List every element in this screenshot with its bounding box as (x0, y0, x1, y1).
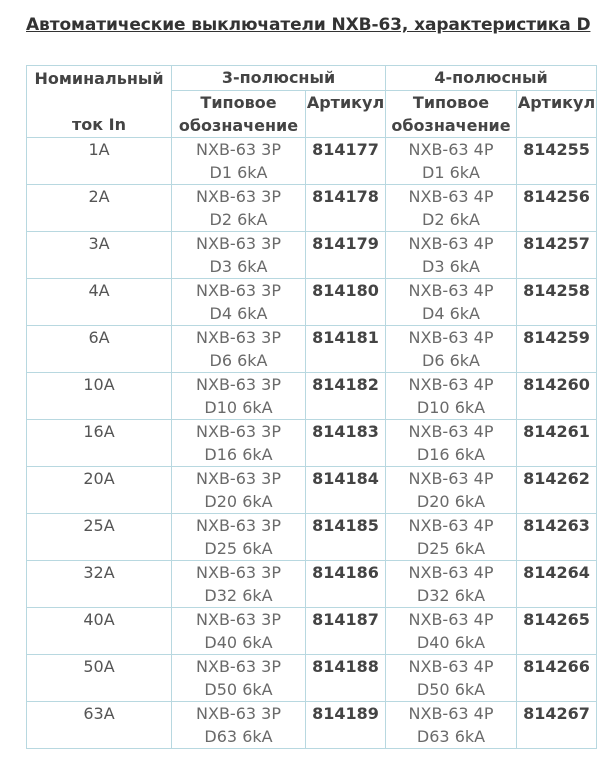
type-line2: D6 6kA (422, 351, 480, 370)
type-line1: NXB-63 3P (196, 375, 281, 394)
type-line2: D25 6kA (416, 539, 486, 558)
header-type-line1: Типовое (412, 93, 490, 112)
type-line1: NXB-63 3P (196, 281, 281, 300)
type-line2: D40 6kA (416, 633, 486, 652)
article-3p-cell: 814184 (306, 467, 386, 514)
table-row (27, 279, 597, 326)
header-nominal-line1: Номинальный (34, 69, 164, 88)
header-article-3p: Артикул (306, 91, 386, 138)
article-4p-cell: 814266 (517, 655, 597, 702)
nominal-current-cell: 3A (27, 232, 172, 279)
type-designation-3p-cell (172, 138, 306, 185)
type-designation-4p-cell (386, 279, 517, 326)
type-line1: NXB-63 3P (196, 610, 281, 629)
type-designation-4p-cell (386, 702, 517, 749)
article-4p-cell: 814261 (517, 420, 597, 467)
type-designation-4p-cell (386, 514, 517, 561)
type-line2: D1 6kA (209, 163, 268, 182)
article-3p-cell: 814186 (306, 561, 386, 608)
type-line1: NXB-63 4P (408, 704, 494, 723)
table-row (27, 232, 597, 279)
article-4p-cell: 814264 (517, 561, 597, 608)
type-line2: D20 6kA (204, 492, 273, 511)
article-4p-cell: 814257 (517, 232, 597, 279)
type-line2: D16 6kA (204, 445, 273, 464)
type-line1: NXB-63 4P (408, 375, 494, 394)
type-designation-4p-cell (386, 561, 517, 608)
article-4p-cell: 814260 (517, 373, 597, 420)
article-4p-cell: 814255 (517, 138, 597, 185)
type-line2: D63 6kA (204, 727, 273, 746)
table-row (27, 608, 597, 655)
type-line1: NXB-63 3P (196, 187, 281, 206)
type-line2: D10 6kA (204, 398, 273, 417)
nominal-current-cell: 32A (27, 561, 172, 608)
header-article-4p: Артикул (517, 91, 597, 138)
header-type-line2: обозначение (391, 116, 511, 135)
type-designation-3p-cell (172, 279, 306, 326)
nominal-current-cell: 40A (27, 608, 172, 655)
header-3-pole: 3-полюсный (172, 66, 386, 91)
article-4p-cell: 814267 (517, 702, 597, 749)
type-line1: NXB-63 3P (196, 657, 281, 676)
type-line1: NXB-63 3P (196, 422, 281, 441)
table-row (27, 373, 597, 420)
article-3p-cell: 814183 (306, 420, 386, 467)
type-line2: D32 6kA (204, 586, 273, 605)
type-line2: D32 6kA (416, 586, 486, 605)
type-designation-3p-cell (172, 232, 306, 279)
type-line1: NXB-63 3P (196, 516, 281, 535)
article-3p-cell: 814185 (306, 514, 386, 561)
type-designation-3p-cell (172, 326, 306, 373)
article-4p-cell: 814262 (517, 467, 597, 514)
type-designation-3p-cell (172, 561, 306, 608)
article-3p-cell: 814181 (306, 326, 386, 373)
type-line2: D10 6kA (416, 398, 486, 417)
article-4p-cell: 814265 (517, 608, 597, 655)
table-row (27, 514, 597, 561)
type-line1: NXB-63 3P (196, 469, 281, 488)
table-row (27, 138, 597, 185)
type-line2: D3 6kA (209, 257, 268, 276)
table-row (27, 467, 597, 514)
type-line1: NXB-63 4P (408, 187, 494, 206)
type-designation-3p-cell (172, 514, 306, 561)
type-line1: NXB-63 3P (196, 328, 281, 347)
type-line2: D1 6kA (422, 163, 480, 182)
type-designation-3p-cell (172, 467, 306, 514)
type-line1: NXB-63 4P (408, 328, 494, 347)
header-type-line1: Типовое (200, 93, 277, 112)
type-designation-4p-cell (386, 138, 517, 185)
header-4-pole: 4-полюсный (386, 66, 597, 91)
nominal-current-cell: 10A (27, 373, 172, 420)
type-designation-3p-cell (172, 373, 306, 420)
type-designation-4p-cell (386, 232, 517, 279)
article-4p-cell: 814259 (517, 326, 597, 373)
type-line2: D16 6kA (416, 445, 486, 464)
article-3p-cell: 814178 (306, 185, 386, 232)
nominal-current-cell: 1A (27, 138, 172, 185)
type-line1: NXB-63 4P (408, 516, 494, 535)
table-body (27, 138, 597, 749)
table-row (27, 420, 597, 467)
nominal-current-cell: 16A (27, 420, 172, 467)
type-line2: D2 6kA (422, 210, 480, 229)
type-line2: D25 6kA (204, 539, 273, 558)
type-designation-3p-cell (172, 608, 306, 655)
table-row (27, 702, 597, 749)
nominal-current-cell: 6A (27, 326, 172, 373)
nominal-current-cell: 2A (27, 185, 172, 232)
type-line1: NXB-63 4P (408, 234, 494, 253)
article-3p-cell: 814187 (306, 608, 386, 655)
page-title: Автоматические выключатели NXB-63, характеристика D (26, 15, 591, 35)
type-designation-4p-cell (386, 420, 517, 467)
article-4p-cell: 814256 (517, 185, 597, 232)
nominal-current-cell: 63A (27, 702, 172, 749)
type-line2: D2 6kA (209, 210, 268, 229)
type-designation-4p-cell (386, 655, 517, 702)
type-line1: NXB-63 4P (408, 610, 494, 629)
type-line2: D50 6kA (204, 680, 273, 699)
nominal-current-cell: 20A (27, 467, 172, 514)
type-line2: D6 6kA (209, 351, 268, 370)
table-row (27, 326, 597, 373)
article-3p-cell: 814189 (306, 702, 386, 749)
type-designation-4p-cell (386, 185, 517, 232)
type-designation-3p-cell (172, 185, 306, 232)
type-line1: NXB-63 4P (408, 469, 494, 488)
type-line1: NXB-63 3P (196, 234, 281, 253)
type-line2: D20 6kA (416, 492, 486, 511)
type-line1: NXB-63 4P (408, 422, 494, 441)
type-line1: NXB-63 3P (196, 704, 281, 723)
type-line2: D63 6kA (416, 727, 486, 746)
type-line1: NXB-63 3P (196, 563, 281, 582)
header-nominal-current (27, 66, 172, 138)
type-designation-3p-cell (172, 420, 306, 467)
type-designation-4p-cell (386, 467, 517, 514)
type-designation-4p-cell (386, 373, 517, 420)
nominal-current-cell: 4A (27, 279, 172, 326)
type-line2: D50 6kA (416, 680, 486, 699)
type-designation-3p-cell (172, 702, 306, 749)
type-designation-4p-cell (386, 608, 517, 655)
article-3p-cell: 814180 (306, 279, 386, 326)
table-row (27, 561, 597, 608)
article-4p-cell: 814258 (517, 279, 597, 326)
type-designation-4p-cell (386, 326, 517, 373)
article-3p-cell: 814182 (306, 373, 386, 420)
type-line1: NXB-63 4P (408, 140, 494, 159)
type-line1: NXB-63 4P (408, 563, 494, 582)
type-line1: NXB-63 4P (408, 657, 494, 676)
nominal-current-cell: 50A (27, 655, 172, 702)
type-line2: D40 6kA (204, 633, 273, 652)
type-line2: D3 6kA (422, 257, 480, 276)
table-row (27, 185, 597, 232)
header-nominal-line2: ток In (71, 115, 127, 134)
type-line1: NXB-63 4P (408, 281, 494, 300)
table-row (27, 655, 597, 702)
breaker-spec-table (26, 65, 597, 749)
article-3p-cell: 814179 (306, 232, 386, 279)
header-type-line2: обозначение (178, 116, 299, 135)
header-type-4p (386, 91, 517, 138)
type-designation-3p-cell (172, 655, 306, 702)
nominal-current-cell: 25A (27, 514, 172, 561)
article-4p-cell: 814263 (517, 514, 597, 561)
article-3p-cell: 814188 (306, 655, 386, 702)
type-line2: D4 6kA (209, 304, 268, 323)
article-3p-cell: 814177 (306, 138, 386, 185)
type-line2: D4 6kA (422, 304, 480, 323)
header-type-3p (172, 91, 306, 138)
type-line1: NXB-63 3P (196, 140, 281, 159)
